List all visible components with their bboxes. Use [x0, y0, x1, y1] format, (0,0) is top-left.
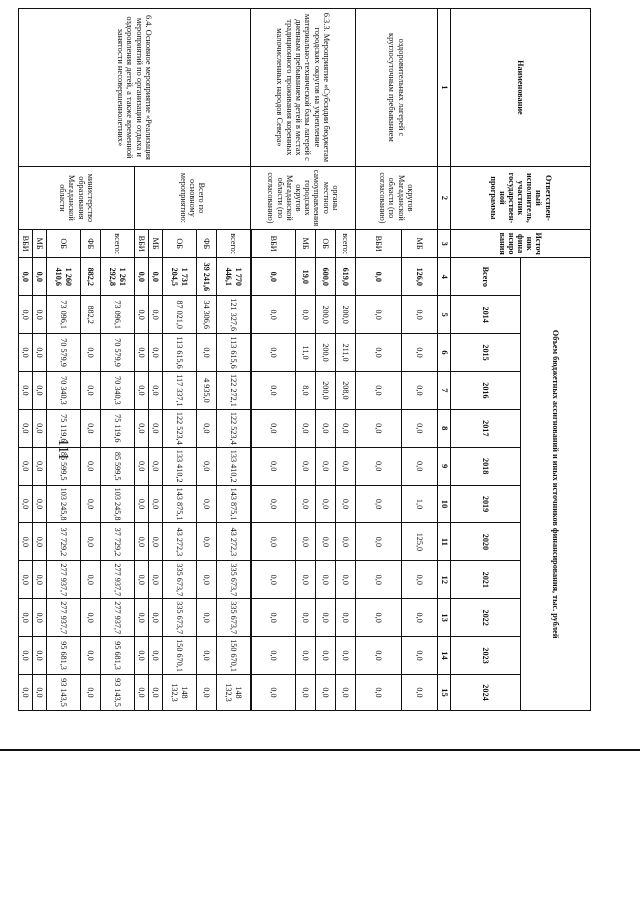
total-cell: 882,2: [81, 258, 101, 296]
value-cell: 0,0: [197, 674, 217, 710]
total-cell: 1 261 292,8: [101, 258, 135, 296]
value-cell: 43 272,3: [217, 523, 251, 561]
value-cell: 0,0: [19, 674, 33, 710]
value-cell: 73 096,1: [47, 296, 81, 334]
value-cell: 277 937,7: [101, 561, 135, 599]
value-cell: 93 143,5: [47, 674, 81, 710]
value-cell: 200,0: [316, 296, 336, 334]
value-cell: 143 875,1: [163, 485, 197, 523]
value-cell: 0,0: [356, 409, 402, 447]
value-cell: 0,0: [135, 637, 149, 675]
value-cell: 0,0: [135, 523, 149, 561]
value-cell: 882,2: [81, 296, 101, 334]
value-cell: 0,0: [252, 409, 296, 447]
header-index: 1: [438, 9, 451, 167]
header-index: 15: [438, 674, 451, 710]
empty-cell: [251, 371, 252, 409]
header-index: 9: [438, 447, 451, 485]
value-cell: 0,0: [336, 637, 356, 675]
header-total: Всего: [451, 258, 521, 296]
header-row-top: [521, 9, 591, 711]
value-cell: 335 673,7: [163, 561, 197, 599]
funding-table-body: [19, 9, 438, 711]
value-cell: 0,0: [19, 334, 33, 372]
empty-cell: [251, 409, 252, 447]
value-cell: 0,0: [135, 409, 149, 447]
empty-cell: [251, 674, 252, 710]
value-cell: 133 410,2: [163, 447, 197, 485]
header-year: 2023: [451, 637, 521, 675]
value-cell: 121 327,6: [217, 296, 251, 334]
value-cell: 0,0: [402, 599, 438, 637]
source-cell: ОБ: [47, 229, 81, 257]
value-cell: 0,0: [33, 296, 47, 334]
header-year: 2022: [451, 599, 521, 637]
empty-cell: [251, 296, 252, 334]
row-responsible: министерство образования Магаданской области: [19, 166, 135, 229]
value-cell: 122 523,4: [163, 409, 197, 447]
value-cell: 0,0: [19, 371, 33, 409]
value-cell: 0,0: [316, 599, 336, 637]
source-cell: ВБИ: [135, 229, 149, 257]
rotated-table-container: [21, 8, 591, 711]
value-cell: 208,0: [336, 371, 356, 409]
value-cell: 277 937,7: [101, 599, 135, 637]
value-cell: 0,0: [252, 523, 296, 561]
value-cell: 73 096,1: [101, 296, 135, 334]
row-name: 6.4. Основное мероприятие «Реализация мероприятий по организации отдыха и оздоровления детей, а также временной занятости несовершеннолетних»: [19, 9, 251, 167]
table-row: [402, 9, 438, 711]
value-cell: 87 021,0: [163, 296, 197, 334]
value-cell: 0,0: [356, 637, 402, 675]
total-cell: 600,0: [316, 258, 336, 296]
value-cell: 0,0: [296, 296, 316, 334]
value-cell: 0,0: [135, 334, 149, 372]
value-cell: 85 599,5: [47, 447, 81, 485]
value-cell: 0,0: [356, 523, 402, 561]
source-cell: всего:: [336, 229, 356, 257]
total-cell: 0,0: [19, 258, 33, 296]
total-cell: 619,0: [336, 258, 356, 296]
total-cell: 0,0: [33, 258, 47, 296]
header-index: 5: [438, 296, 451, 334]
value-cell: 0,0: [135, 674, 149, 710]
value-cell: 0,0: [197, 409, 217, 447]
value-cell: 75 119,6: [47, 409, 81, 447]
value-cell: 0,0: [252, 637, 296, 675]
header-index: 8: [438, 409, 451, 447]
value-cell: 335 673,7: [163, 599, 197, 637]
header-index: 10: [438, 485, 451, 523]
value-cell: 0,0: [33, 637, 47, 675]
empty-cell: [251, 229, 252, 257]
header-year: 2019: [451, 485, 521, 523]
value-cell: 0,0: [336, 447, 356, 485]
value-cell: 95 681,3: [101, 637, 135, 675]
value-cell: 0,0: [81, 599, 101, 637]
header-index: 7: [438, 371, 451, 409]
value-cell: 0,0: [402, 371, 438, 409]
value-cell: 0,0: [356, 674, 402, 710]
row-responsible: Всего по основному мероприятию:: [135, 166, 251, 229]
header-index: 12: [438, 561, 451, 599]
empty-cell: [251, 258, 252, 296]
value-cell: 0,0: [149, 409, 163, 447]
value-cell: 0,0: [336, 674, 356, 710]
value-cell: 0,0: [135, 371, 149, 409]
value-cell: 70 340,3: [47, 371, 81, 409]
value-cell: 0,0: [252, 296, 296, 334]
empty-cell: [251, 485, 252, 523]
value-cell: 0,0: [81, 409, 101, 447]
header-year: 2017: [451, 409, 521, 447]
value-cell: 0,0: [33, 599, 47, 637]
value-cell: 0,0: [197, 334, 217, 372]
value-cell: 0,0: [197, 447, 217, 485]
header-index: 14: [438, 637, 451, 675]
value-cell: 200,0: [316, 371, 336, 409]
value-cell: 70 340,3: [101, 371, 135, 409]
header-index: 11: [438, 523, 451, 561]
value-cell: 0,0: [149, 296, 163, 334]
source-cell: ОБ: [316, 229, 336, 257]
total-cell: 0,0: [135, 258, 149, 296]
value-cell: 0,0: [81, 561, 101, 599]
value-cell: 0,0: [135, 485, 149, 523]
value-cell: 0,0: [19, 523, 33, 561]
value-cell: 113 615,6: [163, 334, 197, 372]
total-cell: 1 770 446,1: [217, 258, 251, 296]
value-cell: 93 143,5: [101, 674, 135, 710]
header-funding-group: Объем бюджетных ассигнований и иных источников финансирования, тыс. рублей: [521, 258, 591, 711]
value-cell: 0,0: [197, 485, 217, 523]
row-name: 6.3.3. Мероприятие «Субсидии бюджетам городских округов на укрепление материально-технической базы лагерей с дневным пребыванием детей в местах традиционного проживания коренных малочисленных народов Севера»: [251, 9, 356, 167]
funding-table: [18, 8, 591, 711]
total-cell: 0,0: [149, 258, 163, 296]
value-cell: 0,0: [316, 523, 336, 561]
value-cell: 0,0: [19, 599, 33, 637]
value-cell: 211,0: [336, 334, 356, 372]
value-cell: 0,0: [316, 561, 336, 599]
value-cell: 0,0: [135, 296, 149, 334]
empty-cell: [251, 334, 252, 372]
value-cell: 122 272,1: [217, 371, 251, 409]
empty-cell: [251, 447, 252, 485]
source-cell: ФБ: [197, 229, 217, 257]
empty-cell: [251, 599, 252, 637]
source-cell: ФБ: [81, 229, 101, 257]
value-cell: 0,0: [149, 637, 163, 675]
value-cell: 0,0: [356, 485, 402, 523]
value-cell: 85 599,5: [101, 447, 135, 485]
value-cell: 0,0: [149, 523, 163, 561]
source-cell: всего:: [101, 229, 135, 257]
value-cell: 122 523,4: [217, 409, 251, 447]
header-year: 2015: [451, 334, 521, 372]
value-cell: 148 132,3: [163, 674, 197, 710]
value-cell: 0,0: [336, 523, 356, 561]
value-cell: 0,0: [356, 334, 402, 372]
value-cell: 0,0: [135, 599, 149, 637]
value-cell: 70 579,9: [101, 334, 135, 372]
value-cell: 0,0: [356, 371, 402, 409]
value-cell: 0,0: [197, 523, 217, 561]
value-cell: 0,0: [356, 296, 402, 334]
value-cell: 0,0: [33, 561, 47, 599]
value-cell: 200,0: [336, 296, 356, 334]
total-cell: 126,0: [402, 258, 438, 296]
total-cell: 1 731 204,5: [163, 258, 197, 296]
value-cell: 0,0: [81, 637, 101, 675]
value-cell: 0,0: [197, 637, 217, 675]
value-cell: 0,0: [252, 447, 296, 485]
header-year: 2016: [451, 371, 521, 409]
source-cell: МБ: [402, 229, 438, 257]
value-cell: 0,0: [149, 485, 163, 523]
value-cell: 143 875,1: [217, 485, 251, 523]
value-cell: 0,0: [336, 485, 356, 523]
value-cell: 0,0: [252, 674, 296, 710]
empty-cell: [251, 523, 252, 561]
header-index: 2: [438, 166, 451, 229]
value-cell: 0,0: [33, 447, 47, 485]
value-cell: 0,0: [81, 334, 101, 372]
value-cell: 0,0: [81, 485, 101, 523]
value-cell: 200,0: [316, 334, 336, 372]
value-cell: 0,0: [356, 561, 402, 599]
total-cell: 0,0: [356, 258, 402, 296]
value-cell: 0,0: [81, 447, 101, 485]
table-row: [336, 9, 356, 711]
table-row: [217, 9, 251, 711]
value-cell: 0,0: [197, 599, 217, 637]
header-index: 6: [438, 334, 451, 372]
total-cell: 1 260 410,6: [47, 258, 81, 296]
value-cell: 4 935,0: [197, 371, 217, 409]
source-cell: МБ: [149, 229, 163, 257]
value-cell: 0,0: [33, 409, 47, 447]
value-cell: 43 272,3: [163, 523, 197, 561]
value-cell: 0,0: [33, 485, 47, 523]
value-cell: 0,0: [316, 447, 336, 485]
total-cell: 39 241,6: [197, 258, 217, 296]
value-cell: 0,0: [402, 409, 438, 447]
value-cell: 0,0: [402, 334, 438, 372]
source-cell: ВБИ: [356, 229, 402, 257]
empty-cell: [251, 637, 252, 675]
value-cell: 277 937,7: [47, 599, 81, 637]
value-cell: 0,0: [252, 561, 296, 599]
row-name: оздоровительных лагерей с круглосуточным пребыванием: [356, 9, 438, 167]
bottom-rule: [0, 749, 640, 751]
value-cell: 125,0: [402, 523, 438, 561]
value-cell: 0,0: [356, 599, 402, 637]
value-cell: 8,0: [296, 371, 316, 409]
value-cell: 0,0: [316, 674, 336, 710]
value-cell: 0,0: [19, 485, 33, 523]
value-cell: 95 681,3: [47, 637, 81, 675]
header-year: 2014: [451, 296, 521, 334]
header-index: 4: [438, 258, 451, 296]
empty-cell: [251, 561, 252, 599]
header-index: 3: [438, 229, 451, 257]
value-cell: 0,0: [149, 674, 163, 710]
value-cell: 0,0: [19, 637, 33, 675]
value-cell: 103 245,8: [101, 485, 135, 523]
source-cell: МБ: [33, 229, 47, 257]
total-cell: 0,0: [252, 258, 296, 296]
value-cell: 0,0: [81, 371, 101, 409]
value-cell: 0,0: [402, 447, 438, 485]
value-cell: 0,0: [81, 523, 101, 561]
page-number: 111: [55, 438, 72, 461]
value-cell: 0,0: [197, 561, 217, 599]
value-cell: 113 615,6: [217, 334, 251, 372]
value-cell: 335 673,7: [217, 561, 251, 599]
value-cell: 0,0: [33, 334, 47, 372]
value-cell: 0,0: [336, 561, 356, 599]
value-cell: 103 245,8: [47, 485, 81, 523]
value-cell: 0,0: [316, 409, 336, 447]
value-cell: 0,0: [19, 409, 33, 447]
source-cell: ВБИ: [252, 229, 296, 257]
value-cell: 150 670,1: [163, 637, 197, 675]
header-year: 2021: [451, 561, 521, 599]
header-source: Источник финансирования: [451, 229, 591, 257]
value-cell: 37 729,2: [101, 523, 135, 561]
value-cell: 0,0: [135, 561, 149, 599]
source-cell: ВБИ: [19, 229, 33, 257]
value-cell: 0,0: [356, 447, 402, 485]
value-cell: 277 937,7: [47, 561, 81, 599]
header-row-index: [438, 9, 451, 711]
value-cell: 0,0: [149, 447, 163, 485]
header-name: Наименование: [451, 9, 591, 167]
value-cell: 0,0: [81, 674, 101, 710]
value-cell: 0,0: [252, 485, 296, 523]
header-year: 2024: [451, 674, 521, 710]
value-cell: 0,0: [149, 334, 163, 372]
row-responsible: округов Магаданской области (по согласованию): [356, 166, 438, 229]
value-cell: 0,0: [19, 447, 33, 485]
value-cell: 335 673,7: [217, 599, 251, 637]
value-cell: 0,0: [252, 371, 296, 409]
value-cell: 0,0: [336, 599, 356, 637]
value-cell: 1,0: [402, 485, 438, 523]
value-cell: 0,0: [296, 447, 316, 485]
value-cell: 0,0: [33, 674, 47, 710]
header-responsible: Ответствен-ный исполнитель, участник государствен-ной программы: [451, 166, 591, 229]
value-cell: 0,0: [296, 409, 316, 447]
value-cell: 0,0: [336, 409, 356, 447]
value-cell: 0,0: [149, 371, 163, 409]
value-cell: 0,0: [402, 561, 438, 599]
value-cell: 133 410,2: [217, 447, 251, 485]
value-cell: 0,0: [19, 561, 33, 599]
source-cell: всего:: [217, 229, 251, 257]
value-cell: 0,0: [296, 561, 316, 599]
value-cell: 0,0: [316, 485, 336, 523]
value-cell: 0,0: [135, 447, 149, 485]
value-cell: 0,0: [252, 599, 296, 637]
row-responsible: органы местного самоуправления городских округов Магаданской области (по согласованию): [251, 166, 356, 229]
value-cell: 0,0: [296, 599, 316, 637]
value-cell: 0,0: [19, 296, 33, 334]
value-cell: 0,0: [149, 599, 163, 637]
value-cell: 0,0: [296, 674, 316, 710]
value-cell: 37 729,2: [47, 523, 81, 561]
value-cell: 0,0: [252, 334, 296, 372]
value-cell: 0,0: [316, 637, 336, 675]
value-cell: 0,0: [402, 674, 438, 710]
header-index: 13: [438, 599, 451, 637]
value-cell: 0,0: [402, 296, 438, 334]
total-cell: 19,0: [296, 258, 316, 296]
value-cell: 0,0: [296, 523, 316, 561]
value-cell: 150 670,1: [217, 637, 251, 675]
value-cell: 0,0: [402, 637, 438, 675]
value-cell: 0,0: [33, 371, 47, 409]
value-cell: 148 132,3: [217, 674, 251, 710]
value-cell: 117 337,1: [163, 371, 197, 409]
value-cell: 70 579,9: [47, 334, 81, 372]
value-cell: 0,0: [296, 485, 316, 523]
source-cell: МБ: [296, 229, 316, 257]
value-cell: 34 306,6: [197, 296, 217, 334]
header-year: 2020: [451, 523, 521, 561]
source-cell: ОБ: [163, 229, 197, 257]
header-year: 2018: [451, 447, 521, 485]
value-cell: 0,0: [33, 523, 47, 561]
value-cell: 11,0: [296, 334, 316, 372]
value-cell: 75 119,6: [101, 409, 135, 447]
value-cell: 0,0: [296, 637, 316, 675]
value-cell: 0,0: [149, 561, 163, 599]
